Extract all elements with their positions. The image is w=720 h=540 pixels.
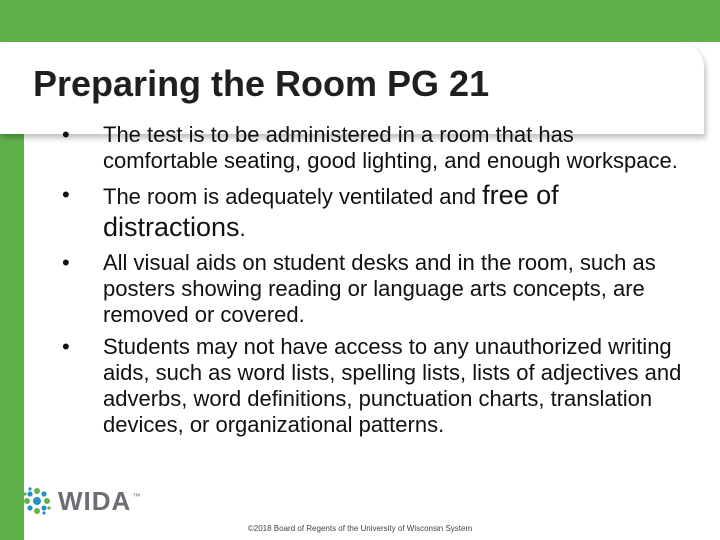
slide-title: Preparing the Room PG 21	[33, 63, 490, 104]
copyright-footer: ©2018 Board of Regents of the University of Wisconsin System	[247, 524, 473, 533]
bullet-dot: •	[62, 334, 70, 359]
bullet-item	[62, 250, 682, 328]
bullet-text-end: .	[239, 216, 246, 241]
bullet-dot: •	[62, 250, 70, 275]
bullet-list	[62, 122, 682, 444]
logo-wordmark: WIDA	[58, 485, 132, 516]
bullet-item	[62, 122, 682, 174]
bullet-text: All visual aids on student desks and in the room, such as posters showing reading or language arts concepts, are removed or covered.	[103, 250, 656, 327]
bullet-item	[62, 180, 682, 244]
bullet-text: Students may not have access to any unauthorized writing aids, such as word lists, spelling lists, lists of adjectives and adverbs, word definitions, punctuation charts, translation devices, or organizational patterns.	[103, 334, 682, 437]
bullet-dot: •	[62, 182, 70, 207]
bullet-emphasis: free of distractions	[103, 180, 559, 242]
bullet-item	[62, 334, 682, 438]
wida-dots-icon	[22, 486, 52, 516]
logo-trademark: ™	[132, 492, 141, 501]
header-band	[0, 0, 720, 42]
bullet-dot: •	[62, 122, 70, 147]
wida-logo	[22, 484, 140, 518]
bullet-text: The room is adequately ventilated and	[103, 184, 483, 209]
bullet-text: The test is to be administered in a room that has comfortable seating, good lighting, and enough workspace.	[103, 122, 678, 173]
